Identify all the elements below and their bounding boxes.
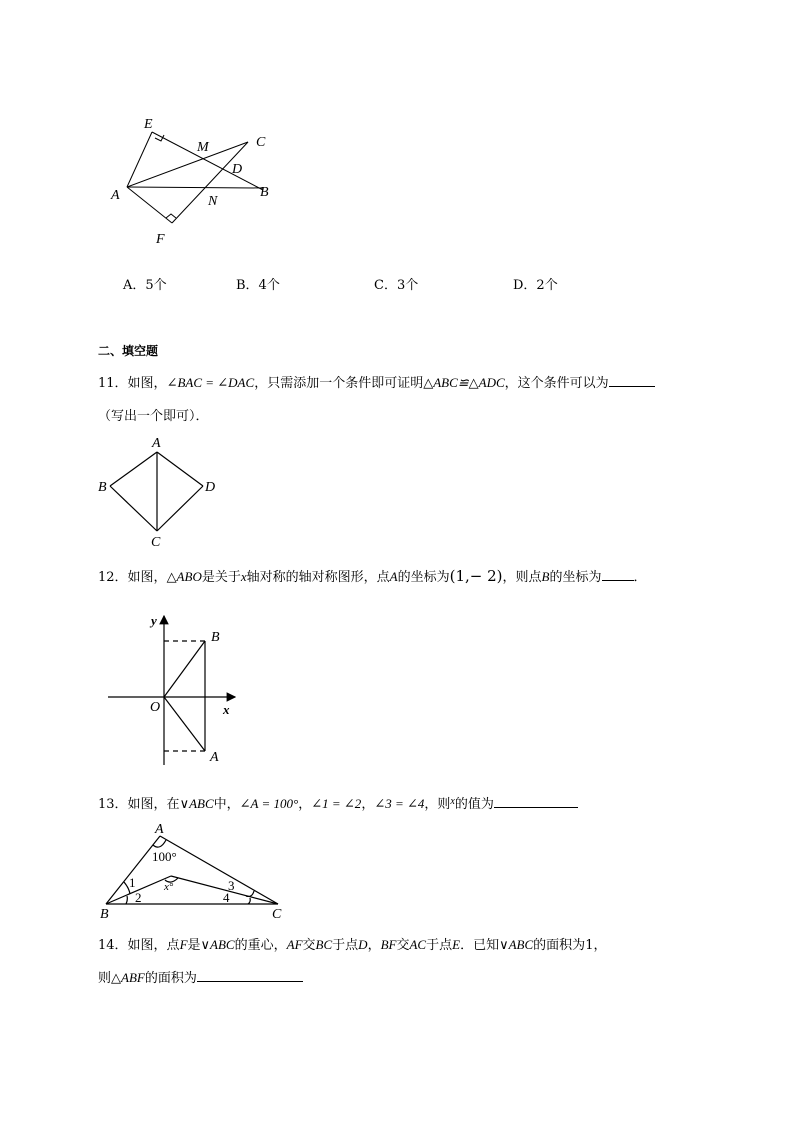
question-number: 14． — [98, 938, 128, 953]
question-11-line2: （写出一个即可）． — [98, 409, 209, 424]
label-N: N — [208, 194, 218, 209]
angle-4-label: 4 — [223, 890, 230, 905]
q14-m7: AC — [409, 937, 427, 952]
label-C: C — [256, 135, 266, 150]
option-d: D．2个 — [513, 278, 558, 293]
question-13 — [98, 793, 578, 812]
q14-text4: 交 — [302, 938, 316, 953]
q14-text3: 的重心， — [234, 938, 287, 953]
q13-math1: ∨ABC — [179, 796, 214, 811]
q14-line2a: 则 — [98, 971, 112, 986]
option-b: B．4个 — [236, 278, 280, 293]
angle-2-label: 2 — [135, 890, 142, 905]
q14-m8: E — [452, 937, 461, 952]
q14-m4: BC — [315, 937, 333, 952]
q13-text2: 中， — [213, 797, 240, 812]
answer-blank-14[interactable] — [197, 968, 303, 982]
question-number: 11． — [98, 376, 128, 391]
label-C: C — [151, 535, 161, 550]
q13-text5: ，则 — [424, 797, 451, 812]
q12-end: ． — [633, 570, 647, 585]
label-A: A — [210, 750, 219, 765]
q13-math4: ∠3 = ∠4 — [374, 796, 425, 811]
q12-text3: 轴对称的轴对称图形，点 — [246, 570, 390, 585]
q14-text6: ， — [367, 938, 381, 953]
q14-m2: ∨ABC — [200, 937, 235, 952]
label-A: A — [155, 822, 164, 837]
question-number: 12． — [98, 570, 128, 585]
q14-m9: ∨ABC — [499, 937, 534, 952]
answer-blank-11[interactable] — [609, 373, 655, 387]
q11-math1: ∠BAC = ∠DAC — [166, 375, 255, 390]
q13-text6: 的值为 — [454, 797, 494, 812]
q14-m11: △ABF — [111, 970, 145, 985]
label-A: A — [152, 436, 161, 451]
option-c: C．3个 — [374, 278, 419, 293]
q13-math2: ∠A = 100° — [239, 796, 299, 811]
q13-math5: x — [450, 796, 455, 807]
figure-q10 — [100, 110, 290, 250]
q12-text5: ，则点 — [502, 570, 542, 585]
question-number: 13． — [98, 797, 128, 812]
q11-math2: △ABC≌△ADC — [423, 375, 505, 390]
q14-line2b: 的面积为 — [144, 971, 197, 986]
angle-x-label: x° — [164, 881, 174, 893]
q14-text10: 的面积为 — [533, 938, 586, 953]
q14-m3: AF — [286, 937, 303, 952]
option-a: A．5个 — [123, 278, 167, 293]
question-14-line2 — [98, 967, 303, 986]
q12-math4: B — [541, 569, 550, 584]
label-B: B — [100, 907, 109, 922]
q12-coord: (1,− 2) — [449, 567, 503, 585]
label-C: C — [272, 907, 282, 922]
figure-q12 — [100, 610, 250, 770]
label-F: F — [156, 232, 165, 247]
q13-text4: ， — [361, 797, 375, 812]
q11-mid: ，只需添加一个条件即可证明 — [254, 376, 424, 391]
q14-text8: 于点 — [426, 938, 453, 953]
question-12 — [98, 566, 647, 585]
q14-m5: D — [358, 937, 368, 952]
q13-text3: ， — [298, 797, 312, 812]
q14-text9: ．已知 — [460, 938, 500, 953]
q13-math3: ∠1 = ∠2 — [311, 796, 362, 811]
q14-m10: 1 — [585, 938, 594, 953]
q14-m6: BF — [380, 937, 397, 952]
q13-text1: 如图，在 — [127, 797, 180, 812]
question-11-line1 — [98, 372, 655, 391]
answer-blank-13[interactable] — [494, 794, 578, 808]
figure-q11 — [95, 432, 225, 552]
label-B: B — [211, 630, 220, 645]
q12-text6: 的坐标为 — [549, 570, 602, 585]
question-14-line1 — [98, 934, 606, 953]
label-B: B — [260, 185, 269, 200]
q12-text4: 的坐标为 — [397, 570, 450, 585]
label-O: O — [150, 700, 161, 715]
label-E: E — [144, 117, 153, 132]
q14-text2: 是 — [187, 938, 201, 953]
figure-q13 — [96, 818, 296, 922]
label-B: B — [98, 480, 107, 495]
angle-a-value: 100° — [152, 849, 177, 864]
q12-math2: x — [240, 569, 247, 584]
q11-tail: ，这个条件可以为 — [504, 376, 609, 391]
label-A: A — [111, 188, 120, 203]
answer-blank-12[interactable] — [602, 567, 634, 581]
q12-text2: 是关于 — [201, 570, 241, 585]
label-M: M — [197, 140, 209, 155]
q14-m1: F — [179, 937, 188, 952]
q14-text1: 如图，点 — [127, 938, 180, 953]
angle-1-label: 1 — [129, 875, 136, 890]
label-D: D — [205, 480, 216, 495]
q12-math3: A — [389, 569, 398, 584]
q11-lead: 如图， — [127, 376, 167, 391]
label-D: D — [232, 162, 243, 177]
angle-3-label: 3 — [228, 878, 235, 893]
axis-x-label: x — [223, 702, 230, 717]
q14-text7: 交 — [396, 938, 410, 953]
axis-y-label: y — [151, 613, 157, 628]
section-title: 二、填空题 — [98, 344, 159, 358]
q14-text11: ， — [593, 938, 607, 953]
q12-text1: 如图， — [127, 570, 167, 585]
q12-math1: △ABO — [166, 569, 202, 584]
q14-text5: 于点 — [332, 938, 359, 953]
